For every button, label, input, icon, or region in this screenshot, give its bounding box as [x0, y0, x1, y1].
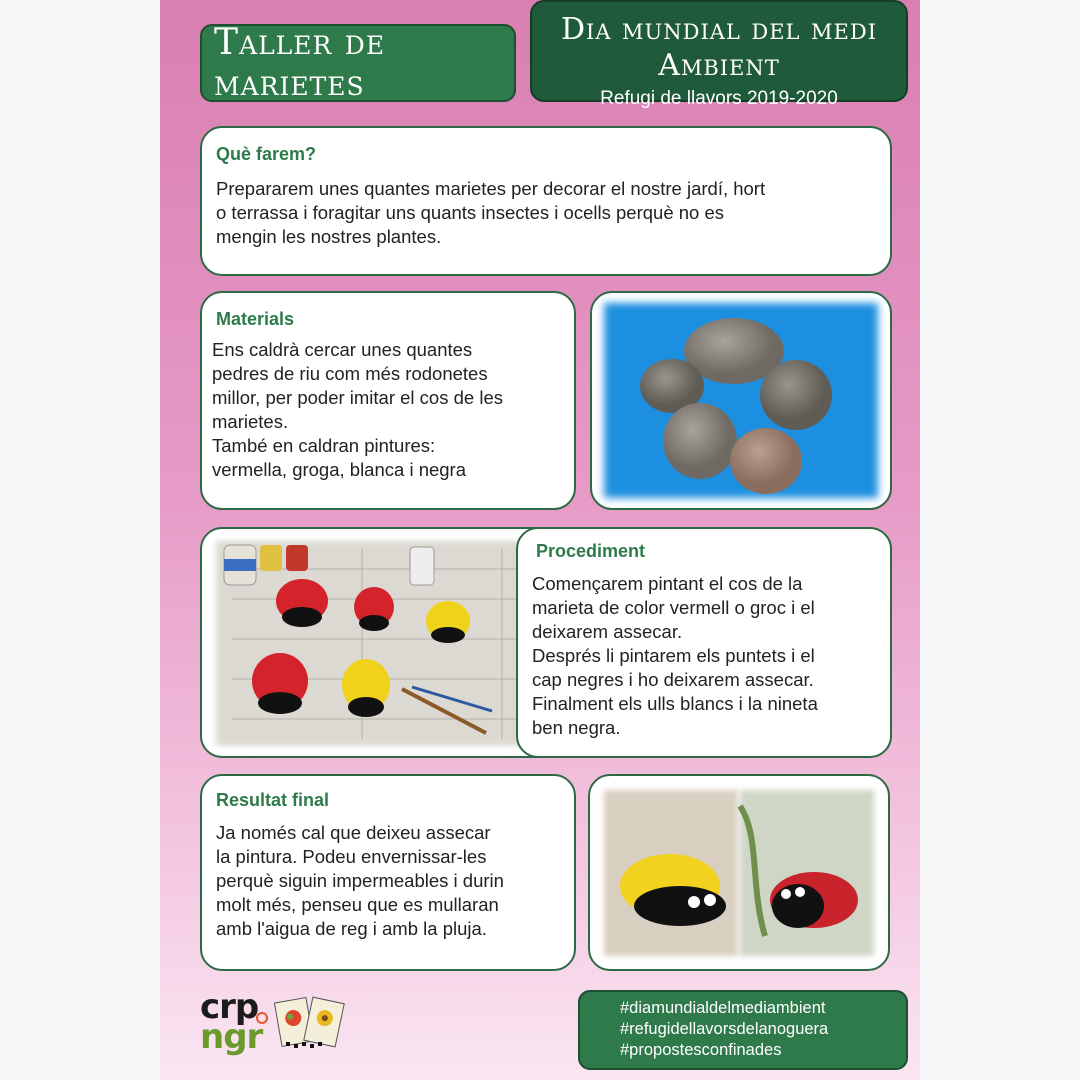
- event-title: Dia mundial del medi Ambient: [560, 12, 878, 83]
- stone: [663, 403, 737, 479]
- result-card: [200, 774, 576, 971]
- ladybug-red: [252, 653, 308, 714]
- ladybug-red: [770, 872, 858, 928]
- stone: [760, 360, 832, 430]
- materials-body: Ens caldrà cercar unes quantes pedres de riu com més rodonetes millor, per poder imitar el cos de les marietes. També en caldran pintures: vermella, groga, blanca i negra: [212, 339, 503, 480]
- stones-photo: [590, 291, 892, 510]
- workshop-title-box: [200, 24, 516, 102]
- stones-image: [592, 293, 890, 508]
- what-body: Prepararem unes quantes marietes per decorar el nostre jardí, hort o terrassa i foragitar uns quants insectes i ocells perquè no es mengin les nostres plantes.: [216, 178, 766, 247]
- procedure-card: [516, 527, 892, 758]
- hashtag-1[interactable]: #diamundialdelmediambient: [620, 999, 826, 1017]
- ladybug-red: [276, 579, 328, 627]
- result-body: Ja només cal que deixeu assecar la pintura. Podeu envernissar-les perquè siguin impermeables i durin molt més, penseu que es mullaran amb l'aigua de reg i amb la pluja.: [216, 822, 504, 939]
- crp-ngr-logo: [200, 987, 272, 1057]
- logo-ngr-text: ngr: [200, 1017, 263, 1057]
- poster: [160, 0, 920, 1080]
- seed-packets-icon: [274, 994, 346, 1054]
- logo-crp-text: crp: [200, 987, 259, 1027]
- stone: [730, 428, 802, 494]
- ladybug-red: [354, 587, 394, 631]
- result-image: [590, 776, 888, 969]
- procedure-heading: Procediment: [536, 541, 646, 561]
- result-photo: [588, 774, 890, 971]
- what-heading: Què farem?: [216, 144, 317, 164]
- event-subtitle: Refugi de llavors 2019-2020: [600, 88, 838, 109]
- hashtag-2[interactable]: #refugidellavorsdelanoguera: [620, 1020, 829, 1038]
- ladybug-yellow: [426, 601, 470, 643]
- materials-card: [200, 291, 576, 510]
- hashtags-box: [578, 990, 908, 1070]
- ladybug-yellow: [342, 659, 390, 717]
- procedure-body: Començarem pintant el cos de la marieta de color vermell o groc i el deixarem assecar. Després li pintarem els puntets i el cap negres i ho deixarem assecar. Finalment els ulls blancs i la nineta ben negra.: [532, 573, 818, 738]
- event-title-box: [530, 0, 908, 109]
- materials-heading: Materials: [216, 309, 295, 329]
- what-card: [200, 126, 892, 276]
- logo-dot-icon: [256, 1012, 268, 1024]
- hashtag-3[interactable]: #propostesconfinades: [620, 1041, 782, 1059]
- workshop-title: Taller de marietes: [214, 22, 386, 104]
- result-heading: Resultat final: [216, 790, 330, 810]
